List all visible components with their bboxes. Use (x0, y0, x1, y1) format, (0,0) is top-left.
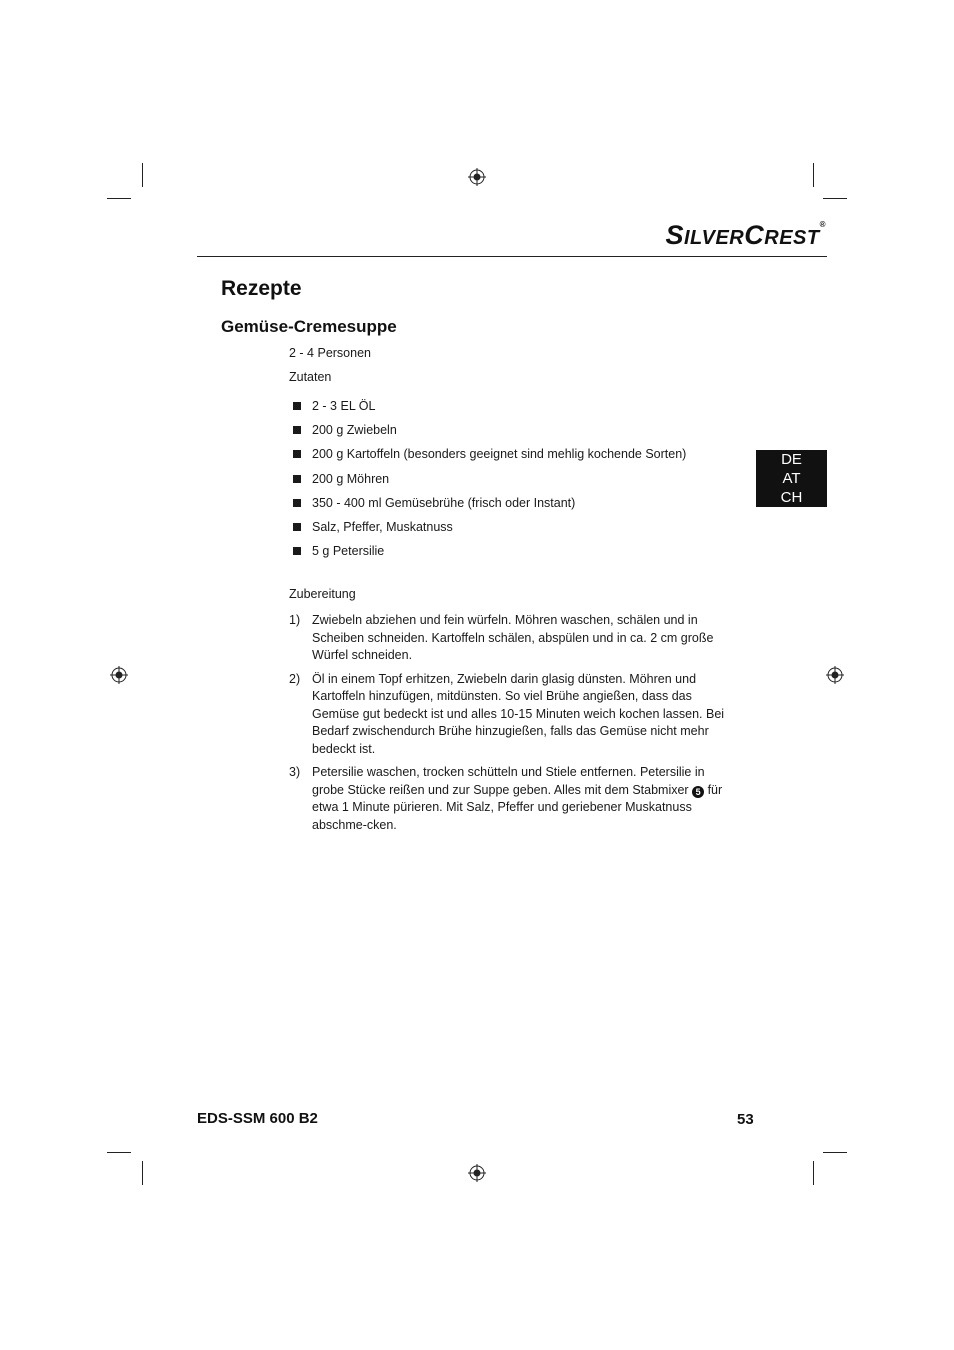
list-item: 200 g Möhren (293, 467, 686, 491)
bullet-square-icon (293, 547, 301, 555)
crop-mark (142, 1161, 143, 1185)
crop-mark (813, 163, 814, 187)
ingredients-heading: Zutaten (289, 370, 332, 384)
step-item: 3) Petersilie waschen, trocken schütteln und Stiele entfernen. Petersilie in grobe Stücke reißen und zur Suppe geben. Alles mit dem Stabmixer 5 für etwa 1 Minute pürieren. Mit Salz, Pfeffer und geriebener Muskatnuss abschme-cken. (289, 765, 723, 832)
bullet-square-icon (293, 402, 301, 410)
crop-mark (823, 198, 847, 199)
crop-mark (142, 163, 143, 187)
list-item: 5 g Petersilie (293, 539, 686, 563)
registration-mark-icon (110, 666, 128, 684)
crop-mark (107, 198, 131, 199)
list-item: 2 - 3 EL ÖL (293, 394, 686, 418)
bullet-square-icon (293, 499, 301, 507)
bullet-square-icon (293, 523, 301, 531)
bullet-square-icon (293, 450, 301, 458)
crop-mark (813, 1161, 814, 1185)
silvercrest-logo: SILVERCREST® (665, 220, 826, 250)
registration-mark-icon (468, 168, 486, 186)
bullet-square-icon (293, 426, 301, 434)
ingredients-list (293, 394, 686, 563)
registration-mark-icon (468, 1164, 486, 1182)
recipe-title: Gemüse-Cremesuppe (221, 317, 397, 336)
list-item: 200 g Kartoffeln (besonders geeignet sind mehlig kochende Sorten) (293, 442, 686, 466)
header-rule (197, 256, 827, 257)
preparation-steps (289, 612, 735, 840)
registration-mark-icon (826, 666, 844, 684)
crop-mark (107, 1152, 131, 1153)
preparation-heading: Zubereitung (289, 587, 356, 601)
list-item: 200 g Zwiebeln (293, 418, 686, 442)
list-item: 350 - 400 ml Gemüsebrühe (frisch oder Instant) (293, 491, 686, 515)
language-tab: DE AT CH (756, 450, 827, 507)
page-number: 53 (737, 1111, 754, 1128)
crop-mark (823, 1152, 847, 1153)
bullet-square-icon (293, 475, 301, 483)
list-item: Salz, Pfeffer, Muskatnuss (293, 515, 686, 539)
step-item: 1) Zwiebeln abziehen und fein würfeln. Möhren waschen, schälen und in Scheiben schneiden. Kartoffeln schälen, abspülen und in ca. 2 cm große Würfel schneiden. (289, 613, 714, 662)
servings: 2 - 4 Personen (289, 346, 371, 360)
step-item: 2) Öl in einem Topf erhitzen, Zwiebeln darin glasig dünsten. Möhren und Kartoffeln hinzufügen, mitdünsten. So viel Brühe angießen, dass das Gemüse gut bedeckt ist und alles 10-15 Minuten weich kochen lassen. Bei Bedarf zwischendurch Brühe hinzugießen, falls das Gemüse nicht mehr bedeckt ist. (289, 671, 725, 756)
model-number: EDS-SSM 600 B2 (197, 1110, 318, 1127)
part-reference-badge: 5 (692, 786, 704, 798)
page-title: Rezepte (221, 277, 302, 300)
